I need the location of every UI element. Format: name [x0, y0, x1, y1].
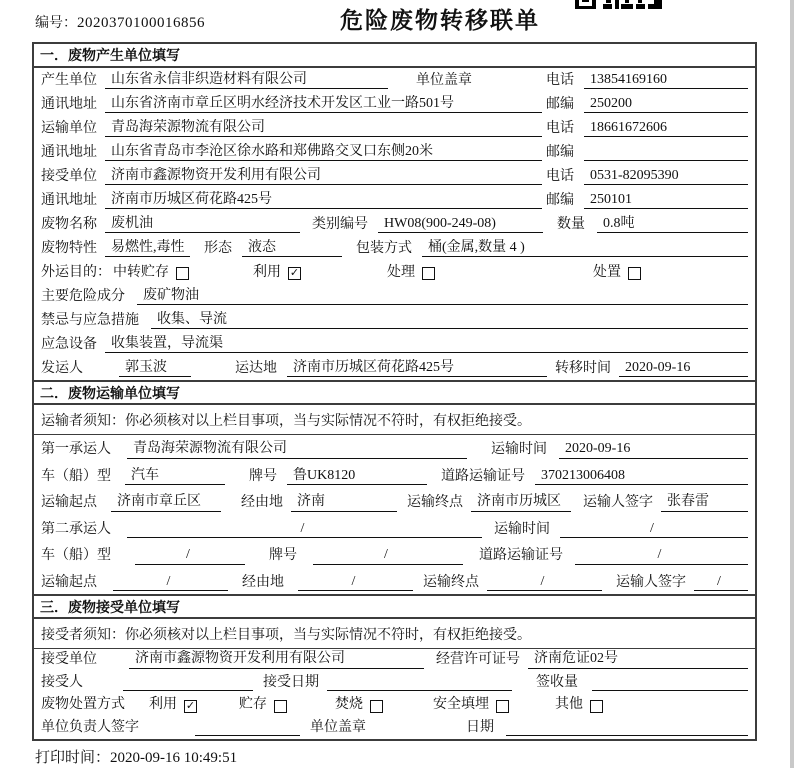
second-carrier-label: 第二承运人 [41, 521, 111, 537]
second-carrier-value: / [127, 520, 482, 539]
carrier-signature-2-value: / [694, 573, 748, 592]
receiver-unit-value: 济南市鑫源物资开发利用有限公司 [105, 167, 542, 186]
received-amount-value [592, 674, 748, 691]
option-label: 其他 [555, 697, 583, 712]
recipient-value [123, 674, 253, 691]
first-carrier-label: 第一承运人 [41, 442, 111, 457]
disposal-option-other [555, 696, 603, 714]
transporter-unit-value: 青岛海荣源物流有限公司 [105, 119, 542, 138]
row-hazardous-components [34, 284, 755, 308]
receiver-unit-label: 接受单位 [41, 168, 97, 184]
transporter-postcode-value [584, 144, 748, 161]
characteristics-value: 易燃性,毒性 [105, 239, 190, 258]
receiver-phone-value: 0531-82095390 [584, 167, 748, 186]
row-recipient [34, 672, 755, 695]
row-route-1 [34, 488, 755, 515]
accepting-unit-value: 济南市鑫源物资开发利用有限公司 [129, 650, 424, 669]
origin-label: 运输起点 [41, 495, 97, 510]
row-transfer-purpose [34, 260, 755, 284]
disposal-option-utilize [149, 696, 197, 714]
responsible-signature-value [195, 719, 300, 736]
carrier-signature-label: 运输人签字 [583, 495, 653, 510]
carrier-signature-value: 张春雷 [661, 493, 748, 512]
emergency-measures-label: 禁忌与应急措施 [41, 312, 139, 328]
date-label: 日期 [466, 719, 494, 735]
page-title: 危险废物转移联单 [340, 8, 540, 34]
row-first-carrier [34, 435, 755, 462]
transporter-unit-label: 运输单位 [41, 120, 97, 136]
disposal-method-label: 废物处置方式 [41, 697, 125, 712]
plate-number-label: 牌号 [249, 468, 277, 484]
row-receiver-unit [34, 164, 755, 188]
transport-time-2-value: / [560, 520, 748, 539]
hazardous-components-label: 主要危险成分 [41, 288, 125, 304]
terminus-2-value: / [487, 573, 602, 592]
checkbox [496, 700, 509, 713]
consignor-value: 郭玉波 [119, 359, 191, 378]
carrier-signature-label: 运输人签字 [616, 574, 686, 590]
road-permit-label: 道路运输证号 [441, 468, 525, 484]
option-label: 焚烧 [335, 697, 363, 712]
received-amount-label: 签收量 [536, 674, 578, 690]
section2-header: 二．废物运输单位填写 [34, 380, 755, 405]
row-accepting-unit [34, 649, 755, 672]
option-label: 利用 [253, 264, 281, 280]
transport-time-label: 运输时间 [494, 521, 550, 537]
plate-number-2-value: / [313, 546, 463, 565]
transfer-time-value: 2020-09-16 [619, 359, 748, 378]
section1-header: 一．废物产生单位填写 [34, 44, 755, 68]
row-emergency-equipment [34, 332, 755, 356]
row-second-carrier [34, 515, 755, 542]
purpose-option-utilize [253, 264, 301, 282]
option-label: 利用 [149, 697, 177, 712]
transport-time-label: 运输时间 [491, 442, 547, 457]
row-transporter-address [34, 140, 755, 164]
quantity-label: 数量 [557, 216, 585, 232]
row-transporter-unit [34, 116, 755, 140]
row-waste-name [34, 212, 755, 236]
row-emergency-measures [34, 308, 755, 332]
road-permit-label: 道路运输证号 [479, 548, 563, 563]
via-2-value: / [298, 573, 413, 592]
print-time-label: 打印时间： [35, 750, 111, 766]
destination-place-value: 济南市历城区荷花路425号 [287, 359, 547, 378]
road-permit-2-value: / [575, 546, 748, 565]
transporter-address-value: 山东省青岛市李沧区徐水路和郑佛路交叉口东侧20米 [105, 143, 542, 162]
row-responsible-signature [34, 717, 755, 740]
row-vehicle-1 [34, 462, 755, 489]
generator-postcode-value: 250200 [584, 95, 748, 114]
via-value: 济南 [291, 493, 397, 512]
address-label: 通讯地址 [41, 144, 97, 160]
checkbox [590, 700, 603, 713]
checkbox-checked: ✓ [289, 266, 300, 279]
generator-unit-value: 山东省永信非织造材料有限公司 [105, 71, 388, 90]
receiver-notice: 接受者须知：你必须核对以上栏目事项，当与实际情况不符时，有权拒绝接受。 [34, 619, 755, 649]
row-consignor [34, 356, 755, 380]
origin-value: 济南市章丘区 [111, 493, 221, 512]
checkbox [370, 700, 383, 713]
receiver-address-value: 济南市历城区荷花路425号 [105, 191, 542, 210]
form-label: 形态 [204, 240, 232, 256]
row-route-2 [34, 568, 755, 595]
purpose-label: 外运目的： [41, 264, 111, 280]
transporter-notice: 运输者须知：你必须核对以上栏目事项，当与实际情况不符时，有权拒绝接受。 [34, 405, 755, 435]
vehicle-type-label: 车（船）型 [41, 468, 111, 484]
purpose-option-treat [387, 264, 435, 282]
form-value: 液态 [242, 239, 342, 258]
date-value [506, 719, 748, 736]
plate-number-label: 牌号 [269, 548, 297, 563]
unit-seal-label: 单位盖章 [416, 72, 472, 88]
first-carrier-value: 青岛海荣源物流有限公司 [127, 440, 467, 459]
postcode-label: 邮编 [546, 96, 574, 112]
destination-place-label: 运达地 [235, 360, 277, 376]
transporter-phone-value: 18661672606 [584, 119, 748, 138]
qr-code-fragment [575, 0, 665, 11]
terminus-label: 运输终点 [407, 495, 463, 510]
transfer-time-label: 转移时间 [555, 360, 611, 376]
manifest-table [32, 42, 757, 741]
responsible-signature-label: 单位负责人签字 [41, 719, 139, 735]
via-label: 经由地 [241, 495, 283, 510]
waste-name-value: 废机油 [105, 215, 300, 234]
generator-address-value: 山东省济南市章丘区明水经济技术开发区工业一路501号 [105, 95, 542, 114]
origin-label: 运输起点 [41, 574, 97, 590]
phone-label: 电话 [546, 168, 574, 184]
print-time-line [35, 746, 237, 767]
terminus-value: 济南市历城区 [471, 493, 571, 512]
origin-2-value: / [113, 573, 228, 592]
emergency-measures-value: 收集、导流 [151, 311, 748, 330]
address-label: 通讯地址 [41, 192, 97, 208]
vehicle-type-label: 车（船）型 [41, 548, 111, 563]
section3-header: 三．废物接受单位填写 [34, 594, 755, 619]
receiver-postcode-value: 250101 [584, 191, 748, 210]
quantity-value: 0.8吨 [597, 215, 748, 234]
doc-number: 2020370100016856 [77, 15, 205, 31]
hazardous-components-value: 废矿物油 [137, 287, 748, 306]
option-label: 处理 [387, 264, 415, 280]
accept-date-value [327, 674, 512, 691]
generator-phone-value: 13854169160 [584, 71, 748, 90]
phone-label: 电话 [546, 72, 574, 88]
road-permit-value: 370213006408 [535, 467, 748, 486]
checkbox [274, 700, 287, 713]
category-code-value: HW08(900-249-08) [378, 215, 543, 234]
option-label: 安全填埋 [433, 697, 489, 712]
purpose-option-transfer-storage [113, 264, 189, 282]
address-label: 通讯地址 [41, 96, 97, 112]
packaging-label: 包装方式 [356, 240, 412, 256]
row-generator-unit [34, 68, 755, 92]
purpose-option-dispose [593, 264, 641, 282]
checkbox [628, 267, 641, 280]
checkbox [422, 267, 435, 280]
postcode-label: 邮编 [546, 192, 574, 208]
waste-name-label: 废物名称 [41, 216, 97, 232]
emergency-equipment-label: 应急设备 [41, 336, 97, 352]
row-receiver-address [34, 188, 755, 212]
business-permit-value: 济南危证02号 [528, 650, 748, 669]
row-generator-address [34, 92, 755, 116]
vehicle-type-value: 汽车 [125, 467, 225, 486]
category-code-label: 类别编号 [312, 216, 368, 232]
checkbox [176, 267, 189, 280]
emergency-equipment-value: 收集装置，导流渠 [105, 335, 748, 354]
consignor-label: 发运人 [41, 360, 83, 376]
accept-date-label: 接受日期 [263, 674, 319, 690]
checkbox-checked: ✓ [185, 698, 196, 712]
via-label: 经由地 [242, 574, 284, 590]
option-label: 处置 [593, 264, 621, 280]
print-time-value: 2020-09-16 10:49:51 [110, 750, 238, 766]
characteristics-label: 废物特性 [41, 240, 97, 256]
postcode-label: 邮编 [546, 144, 574, 160]
generator-unit-label: 产生单位 [41, 72, 97, 88]
unit-seal-label: 单位盖章 [310, 719, 366, 735]
row-vehicle-2 [34, 541, 755, 568]
terminus-label: 运输终点 [423, 574, 479, 590]
doc-number-label: 编号： [35, 16, 77, 31]
packaging-value: 桶(金属,数量 4 ) [422, 239, 748, 258]
disposal-option-storage [239, 696, 287, 714]
disposal-option-incineration [335, 696, 383, 714]
option-label: 贮存 [239, 697, 267, 712]
row-waste-characteristics [34, 236, 755, 260]
accepting-unit-label: 接受单位 [41, 652, 97, 667]
vehicle-type-2-value: / [135, 546, 245, 565]
page-edge-rail [790, 0, 794, 768]
option-label: 中转贮存 [113, 264, 169, 280]
transport-time-value: 2020-09-16 [559, 440, 748, 459]
recipient-label: 接受人 [41, 674, 83, 690]
disposal-option-landfill [433, 696, 509, 714]
phone-label: 电话 [546, 120, 574, 136]
business-permit-label: 经营许可证号 [436, 652, 520, 667]
plate-number-value: 鲁UK8120 [287, 467, 427, 486]
row-disposal-method [34, 694, 755, 717]
